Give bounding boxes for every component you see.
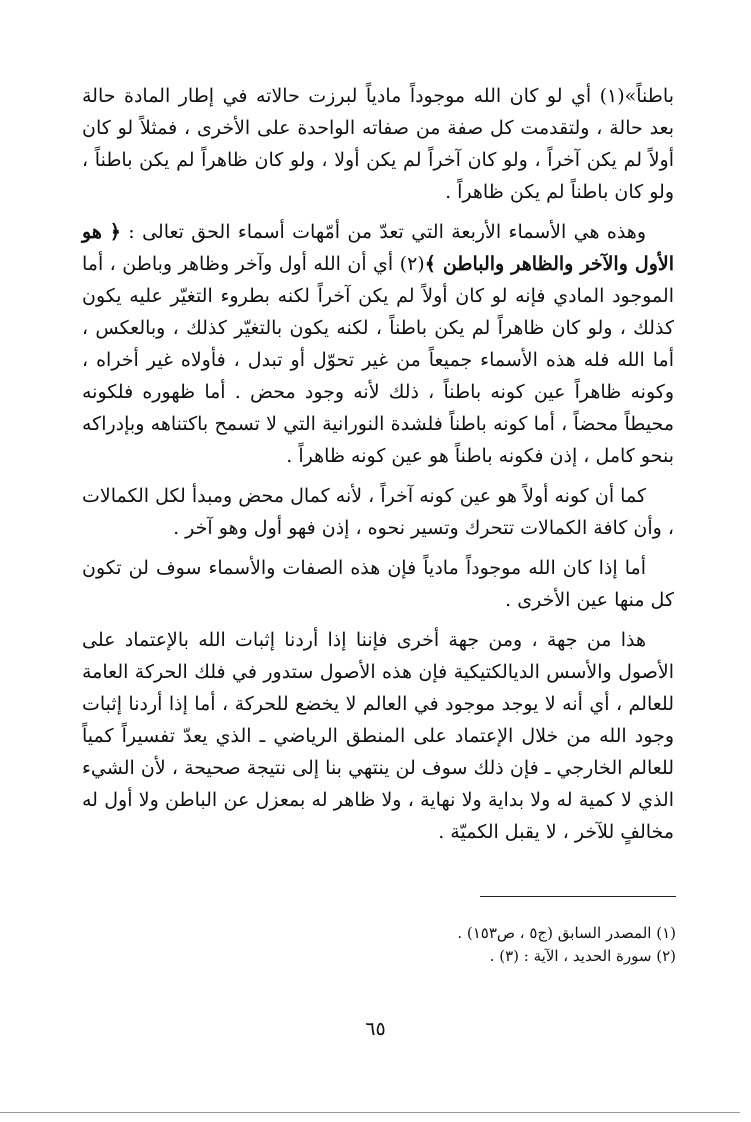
scan-edge-line (0, 1112, 740, 1113)
paragraph-5: هذا من جهة ، ومن جهة أخرى فإننا إذا أردنا إثبات الله بالإعتماد على الأصول والأسس الديالكتيكية فإن هذه الأصول ستدور في فلك الحركة العامة للعالم ، أي أنه لا يوجد موجود في العالم لا يخضع للحركة ، أما إذا أردنا إثبات وجود الله من خلال الإعتماد على المنطق الرياضي ـ الذي يعدّ تفسيراً كمياً للعالم الخارجي ـ فإن ذلك سوف لن ينتهي بنا إلى نتيجة صحيحة ، لأن الشيء الذي لا كمية له ولا بداية ولا نهاية ، ولا ظاهر له بمعزل عن الباطن ولا أول له مخالفٍ للآخر ، لا يقبل الكميّة . (82, 629, 674, 843)
footnote-1: (١) المصدر السابق (ج٥ ، ص١٥٣) . (457, 924, 676, 942)
paragraph-3: كما أن كونه أولاً هو عين كونه آخراً ، لأنه كمال محض ومبدأ لكل الكمالات ، وأن كافة الكمالات تتحرك وتسير نحوه ، إذن فهو أول وهو آخر . (82, 485, 674, 539)
footnote-2: (٢) سورة الحديد ، الآية : (٣) . (489, 947, 676, 965)
paragraph-4: أما إذا كان الله موجوداً مادياً فإن هذه الصفات والأسماء سوف لن تكون كل منها عين الأخرى . (82, 557, 674, 611)
paragraph-1: باطناً»(١) أي لو كان الله موجوداً مادياً لبرزت حالاته في إطار المادة حالة بعد حالة ، ولتقدمت كل صفة من صفاته الواحدة على الأخرى ، فمثلاً لو كان أولاً لم يكن آخراً ، ولو كان آخراً لم يكن أولا ، ولو كان ظاهراً لم يكن باطناً ، ولو كان باطناً لم يكن ظاهراً . (82, 85, 674, 203)
footnotes (240, 922, 676, 968)
footnote-divider (480, 896, 676, 897)
paragraph-2-start: وهذه هي الأسماء الأربعة التي تعدّ من أمّهات أسماء الحق تعالى : (120, 221, 646, 243)
page-number: ٦٥ (365, 1018, 386, 1040)
quran-quote: ﴿ هو الأول والآخر والظاهر والباطن ﴾ (82, 221, 674, 275)
paragraph-2 (82, 216, 674, 472)
paragraph-2-rest: (٢) أي أن الله أول وآخر وظاهر وباطن ، أما الموجود المادي فإنه لو كان أولاً لم يكن آخراً لكنه بطروء التغيّر عليه يكون كذلك ، ولو كان ظاهراً لم يكن باطناً ، لكنه يكون بالتغيّر كذلك ، وبالعكس ، أما الله فله هذه الأسماء جميعاً من غير تحوّل أو تبدل ، فأولاه غير أخراه ، وكونه ظاهراً عين كونه باطناً ، ذلك لأنه وجود محض . أما ظهوره فلكونه محيطاً محضاً ، أما كونه باطناً فلشدة النورانية التي لا تسمح باكتناهه وبإدراكه بنحو كامل ، إذن فكونه باطناً هو عين كونه ظاهراً . (82, 253, 674, 467)
main-text (82, 80, 674, 856)
